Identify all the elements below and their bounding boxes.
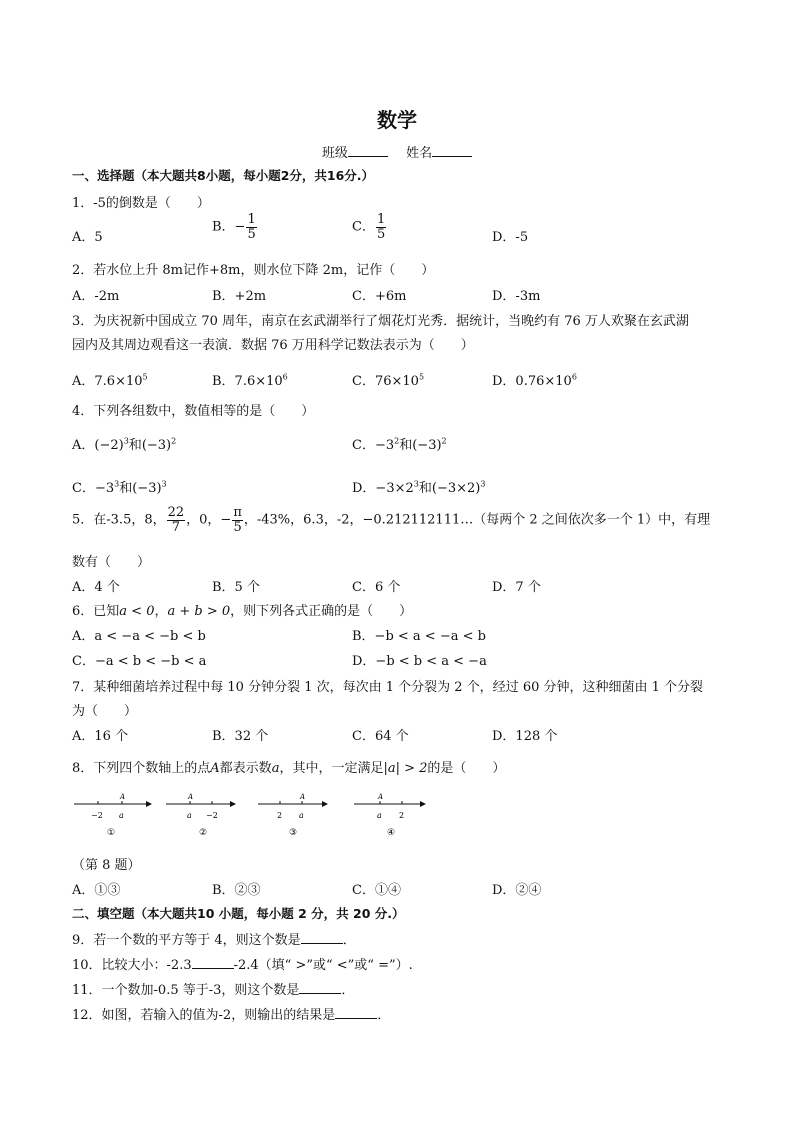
question-8-stem: [72, 757, 505, 776]
fig3-point-label: A: [300, 793, 306, 801]
fig4-caption: ④: [387, 828, 396, 838]
q3-d-text: D．0.76×10: [492, 374, 572, 389]
question-3-line1: 3．为庆祝新中国成立 70 周年，南京在玄武湖举行了烟花灯光秀．据统计，当晚约有 76 万人欢聚在玄武湖: [72, 314, 689, 329]
q6-option-a: A．a < −a < −b < b: [72, 629, 206, 644]
q5-option-d: D．7 个: [492, 580, 541, 595]
figure-8-caption: （第 8 题）: [72, 858, 141, 873]
fig4-right-value: 2: [399, 811, 405, 820]
q9-end: ．: [342, 933, 356, 948]
q4-d-part2: (−3×2): [431, 481, 481, 496]
q8-mid: 都表示数: [219, 761, 272, 776]
section-heading-fill: 二、填空题（本大题共10 小题，每小题 2 分，共 20 分.）: [72, 906, 405, 921]
q4-option-d: [352, 477, 485, 496]
q7-option-d: D．128 个: [492, 729, 558, 744]
fig4-point-label: A: [378, 793, 384, 801]
q1-b-denominator: 5: [247, 226, 256, 242]
q8-option-b: B．②③: [212, 883, 261, 898]
q1-option-d: D．-5: [492, 230, 529, 245]
q3-c-text: C．76×10: [352, 374, 419, 389]
fig3-right-value: a: [299, 811, 304, 820]
question-12: [72, 1004, 390, 1023]
q5-f2-den: 5: [233, 519, 242, 535]
q9-text: 9．若一个数的平方等于 4，则这个数是: [72, 933, 301, 948]
q7-option-a: A．16 个: [72, 729, 129, 744]
q4-d-part1: D．−3×2: [352, 481, 414, 496]
number-line-figure-1: [72, 790, 162, 842]
name-blank[interactable]: [432, 144, 472, 157]
q4-a-part1: A．(−2): [72, 438, 124, 453]
q8-condition: |a| > 2: [383, 761, 428, 776]
q3-option-a: [72, 370, 148, 389]
q6-option-b: B．−b < a < −a < b: [352, 629, 486, 644]
q5-pre: 5．在-3.5，8，: [72, 512, 166, 528]
q6-option-d: D．−b < b < a < −a: [352, 654, 487, 669]
q10-end: -2.4（填“ >”或“ <”或“ =”）.: [233, 958, 413, 973]
fig2-left-value: a: [187, 811, 192, 820]
q5-post: ，-43%，6.3，-2，−0.212112111…（每两个 2 之间依次多一个 1）中，有理: [243, 512, 711, 528]
student-info: [0, 142, 794, 161]
q11-text: 11．一个数加-0.5 等于-3，则这个数是: [72, 983, 300, 998]
question-4-stem: 4．下列各组数中，数值相等的是（ ）: [72, 404, 315, 419]
q5-option-b: B．5 个: [212, 580, 260, 595]
q8-option-a: A．①③: [72, 883, 121, 898]
q4-d-and: 和: [418, 481, 432, 496]
q4-d-exp2: 3: [480, 479, 486, 489]
q5-mid: ，0，−: [186, 512, 232, 528]
q4-c1-exp2: 2: [441, 436, 447, 446]
fig3-left-value: 2: [277, 811, 283, 820]
q4-c1-exp1: 2: [394, 436, 400, 446]
q1-b-prefix: B．−: [212, 219, 246, 235]
q8-var: a: [271, 761, 280, 776]
q5-option-c: C．6 个: [352, 580, 401, 595]
question-1-stem: 1．-5的倒数是（ ）: [72, 196, 210, 211]
q7-option-c: C．64 个: [352, 729, 409, 744]
number-line-figure-3: [256, 790, 346, 842]
q3-b-text: B．7.6×10: [212, 374, 283, 389]
q4-c1-and: 和: [399, 438, 413, 453]
q8-pre: 8．下列四个数轴上的点: [72, 761, 211, 776]
q1-b-numerator: 1: [247, 212, 256, 227]
q8-option-c: C．①④: [352, 883, 401, 898]
q4-a-and: 和: [128, 438, 142, 453]
fig3-caption: ③: [289, 828, 298, 838]
q3-option-c: [352, 370, 424, 389]
fig4-left-value: a: [377, 811, 382, 820]
question-2-stem: 2．若水位上升 8m记作+8m，则水位下降 2m，记作（ ）: [72, 263, 435, 278]
question-5-line2: 数有（ ）: [72, 555, 151, 570]
q1-b-fraction: [246, 213, 256, 241]
q4-option-c-first: [352, 434, 447, 453]
q4-c1-part1: C．−3: [352, 438, 395, 453]
q6-cond1: a < 0: [119, 604, 155, 619]
q2-option-a: A．-2m: [72, 289, 120, 304]
q1-option-b: [212, 213, 258, 241]
q3-b-exp: 6: [282, 372, 288, 382]
q8-point-label: A: [210, 761, 220, 776]
question-3-line2: 园内及其周边观看这一表演．数据 76 万用科学记数法表示为（ ）: [72, 338, 474, 353]
q3-c-exp: 5: [418, 372, 425, 382]
q4-a-exp1: 3: [123, 436, 129, 446]
page-title: 数学: [377, 108, 417, 132]
question-11: [72, 979, 354, 998]
question-10: [72, 954, 413, 973]
fig1-left-value: −2: [91, 811, 103, 820]
q6-option-c: C．−a < b < −b < a: [72, 654, 207, 669]
q9-answer-blank[interactable]: [301, 932, 343, 944]
q10-text: 10．比较大小：-2.3: [72, 958, 192, 973]
q3-option-d: [492, 370, 577, 389]
q1-c-denominator: 5: [376, 226, 386, 242]
number-line-figure-4: [352, 790, 442, 842]
q2-option-d: D．-3m: [492, 289, 541, 304]
q1-option-c: [352, 213, 387, 241]
q3-option-b: [212, 370, 288, 389]
fig2-right-value: −2: [206, 811, 218, 820]
q6-sep: ，: [154, 604, 168, 619]
question-9: [72, 929, 356, 948]
class-label: 班级: [321, 146, 348, 161]
q5-f2-num: π: [233, 505, 242, 520]
question-5-line1: [72, 506, 710, 534]
q4-a-exp2: 2: [171, 436, 177, 446]
q4-option-a: [72, 434, 176, 453]
q8-post: 的是（ ）: [427, 761, 506, 776]
fig1-right-value: a: [119, 811, 124, 820]
q6-post: ，则下列各式正确的是（ ）: [230, 604, 413, 619]
q4-c2-part2: (−3): [132, 481, 162, 496]
q5-fraction-22-7: [167, 506, 186, 534]
q12-end: ．: [377, 1008, 391, 1023]
question-7-line1: 7．某种细菌培养过程中每 10 分钟分裂 1 次，每次由 1 个分裂为 2 个，经过 60 分钟，这种细菌由 1 个分裂: [72, 680, 704, 695]
q10-answer-blank[interactable]: [192, 957, 234, 969]
q5-fraction-pi-5: [232, 506, 243, 534]
q3-a-text: A．7.6×10: [72, 374, 143, 389]
q11-end: ．: [341, 983, 355, 998]
class-blank[interactable]: [348, 144, 388, 157]
q5-f1-den: 7: [171, 519, 181, 535]
q8-mid2: ，其中，一定满足: [279, 761, 384, 776]
q5-f1-num: 22: [167, 505, 185, 520]
q6-pre: 6．已知: [72, 604, 120, 619]
q11-answer-blank[interactable]: [299, 982, 341, 994]
q4-c2-part1: C．−3: [72, 481, 115, 496]
fig1-caption: ①: [107, 828, 116, 838]
q4-c2-exp2: 3: [161, 479, 167, 489]
q12-text: 12．如图，若输入的值为-2，则输出的结果是: [72, 1008, 336, 1023]
q1-option-a: A．5: [72, 230, 103, 245]
question-6-stem: [72, 600, 412, 619]
q2-option-c: C．+6m: [352, 289, 407, 304]
fig1-point-label: A: [120, 793, 126, 801]
q4-c2-and: 和: [119, 481, 133, 496]
fig2-caption: ②: [199, 828, 208, 838]
q5-option-a: A．4 个: [72, 580, 120, 595]
q7-option-b: B．32 个: [212, 729, 269, 744]
name-label: 姓名: [406, 146, 433, 161]
q6-cond2: a + b > 0: [167, 604, 231, 619]
fig2-point-label: A: [188, 793, 194, 801]
q3-a-exp: 5: [142, 372, 148, 382]
q4-c1-part2: (−3): [412, 438, 442, 453]
section-heading-choice: 一、选择题（本大题共8小题，每小题2分，共16分.）: [72, 168, 375, 183]
q4-c2-exp1: 3: [114, 479, 120, 489]
q1-c-numerator: 1: [376, 212, 386, 227]
q1-c-prefix: C．: [352, 219, 375, 235]
q4-a-part2: (−3): [141, 438, 172, 453]
q2-option-b: B．+2m: [212, 289, 267, 304]
number-line-figure-2: [164, 790, 254, 842]
q8-option-d: D．②④: [492, 883, 542, 898]
q12-answer-blank[interactable]: [335, 1007, 377, 1019]
q4-d-exp1: 3: [413, 479, 419, 489]
q4-option-c-second: [72, 477, 167, 496]
q3-d-exp: 6: [571, 372, 577, 382]
q1-c-fraction: [376, 213, 386, 241]
question-7-line2: 为（ ）: [72, 704, 138, 719]
